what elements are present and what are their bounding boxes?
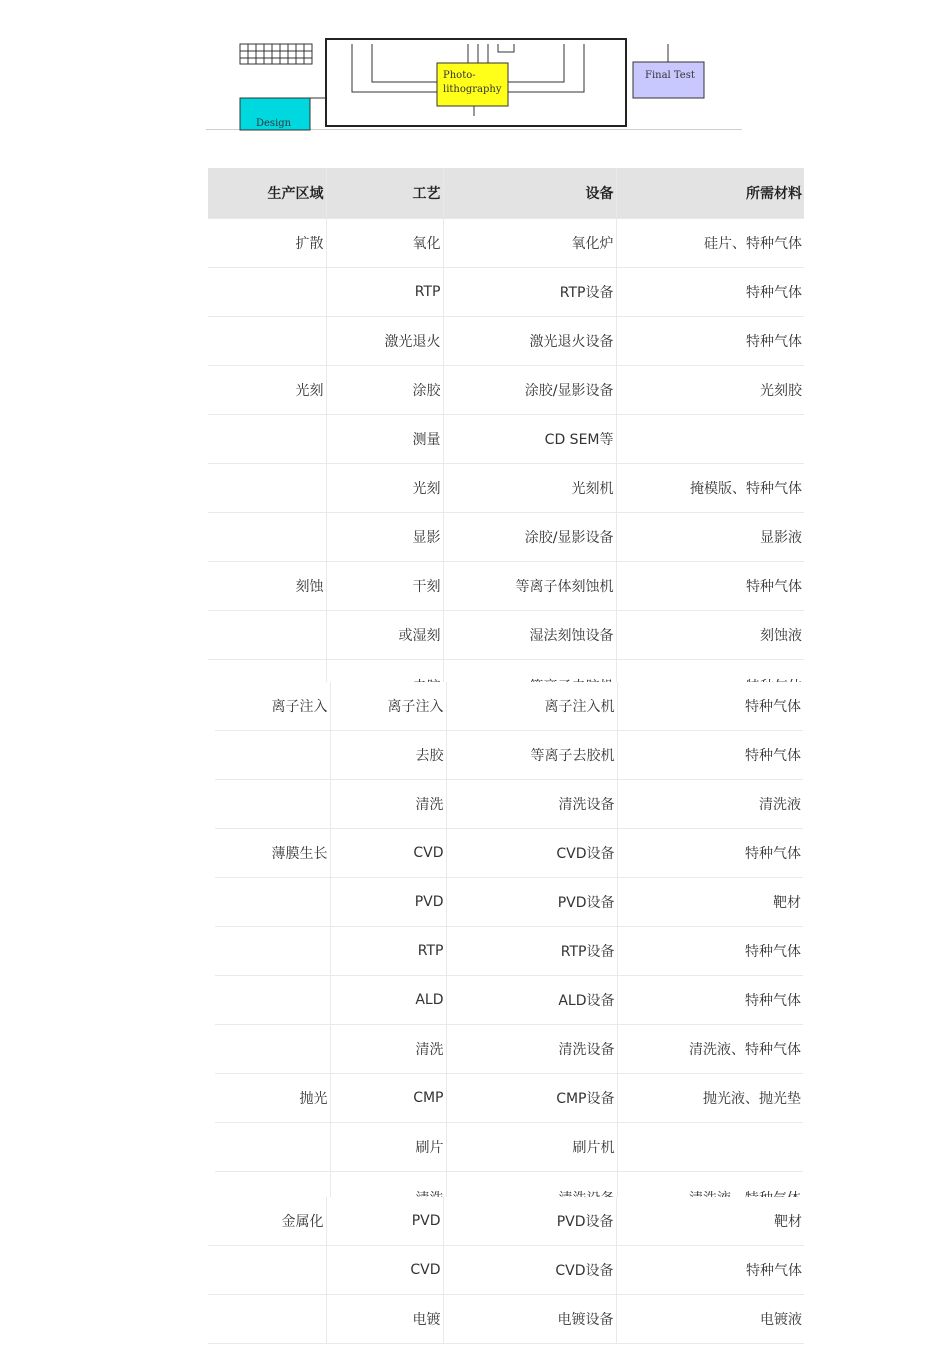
table-cell — [208, 513, 326, 562]
table-cell-text: 光刻 — [412, 481, 441, 497]
table-cell-text: 清洗设备 — [558, 797, 615, 813]
table-cell — [443, 268, 616, 317]
final-test-label: Final Test — [645, 70, 695, 81]
table-cell-text: 等离子体刻蚀机 — [515, 579, 614, 595]
table-cell — [208, 268, 326, 317]
table-cell-text: 特种气体 — [746, 285, 802, 301]
table-cell — [208, 1246, 326, 1295]
table-cell-text: ALD — [415, 992, 444, 1008]
table-cell — [446, 976, 617, 1025]
table-cell — [616, 464, 804, 513]
table-cell — [616, 268, 804, 317]
table-cell-text: 清洗 — [415, 1042, 444, 1058]
table-cell-text: 干刻 — [412, 579, 441, 595]
table-cell — [215, 976, 330, 1025]
wafer-grid-icon — [240, 44, 312, 64]
header-equipment — [443, 168, 616, 219]
table-cell — [446, 731, 617, 780]
table-cell-text: 氧化 — [412, 236, 441, 252]
table-cell — [330, 927, 446, 976]
table-cell — [616, 562, 804, 611]
table-cell — [326, 1246, 443, 1295]
table-cell — [443, 317, 616, 366]
table-cell — [446, 1025, 617, 1074]
table-row — [208, 1295, 804, 1344]
table-row — [208, 268, 804, 317]
table-cell — [330, 780, 446, 829]
table-cell — [215, 780, 330, 829]
table-cell-text: 显影 — [412, 530, 441, 546]
table-cell-text: RTP设备 — [560, 944, 615, 960]
table-cell — [326, 317, 443, 366]
table-cell-text: 离子注入 — [387, 699, 444, 715]
table-cell — [326, 415, 443, 464]
table-cell-text: CMP — [413, 1090, 444, 1106]
header-process — [326, 168, 443, 219]
table-cell-text: CVD设备 — [556, 846, 615, 862]
table-cell-text: 或湿刻 — [398, 628, 441, 644]
table-cell-text: 特种气体 — [745, 699, 801, 715]
table-cell — [208, 1197, 326, 1246]
table-cell — [330, 731, 446, 780]
table-cell-text: 离子注入机 — [544, 699, 615, 715]
table-cell-text: 涂胶 — [412, 383, 441, 399]
table-row — [208, 464, 804, 513]
table-cell — [617, 927, 803, 976]
table-cell-text: RTP — [417, 943, 444, 959]
table-cell — [215, 1074, 330, 1123]
table-cell-text: 电镀设备 — [557, 1312, 614, 1328]
table-row — [215, 1074, 803, 1123]
table-cell — [443, 611, 616, 660]
table-cell — [208, 464, 326, 513]
table-row — [208, 366, 804, 415]
table-cell — [617, 976, 803, 1025]
header-text: 工艺 — [412, 186, 441, 202]
table-cell — [215, 829, 330, 878]
table-header-row — [208, 168, 804, 219]
table-cell — [326, 562, 443, 611]
table-cell — [443, 1295, 616, 1344]
table-row — [208, 317, 804, 366]
table-cell — [208, 366, 326, 415]
table-cell-text: 氧化炉 — [571, 236, 614, 252]
table-cell — [326, 1197, 443, 1246]
table-cell-text: 离子注入 — [271, 699, 328, 715]
table-cell-text: 刻蚀液 — [760, 628, 802, 644]
table-cell — [330, 878, 446, 927]
table-cell — [208, 317, 326, 366]
table-cell — [326, 464, 443, 513]
table-cell-text: CVD — [413, 845, 444, 861]
table-cell — [208, 219, 326, 268]
table-cell-text: 特种气体 — [745, 846, 801, 862]
table-cell-text: PVD设备 — [556, 1214, 614, 1230]
table-cell — [443, 464, 616, 513]
table-cell-text: 测量 — [412, 432, 441, 448]
table-cell-text: 涂胶/显影设备 — [524, 530, 614, 546]
table-cell-text: 硅片、特种气体 — [704, 236, 802, 252]
table-cell — [616, 513, 804, 562]
table-cell — [616, 611, 804, 660]
table-cell — [443, 513, 616, 562]
table-cell-text: RTP设备 — [559, 285, 614, 301]
table-cell-text: 特种气体 — [745, 993, 801, 1009]
table-cell-text: CVD — [410, 1262, 441, 1278]
process-table-part-1 — [208, 168, 804, 675]
table-cell-text: ALD设备 — [558, 993, 615, 1009]
table-cell-text: 掩模版、特种气体 — [690, 481, 802, 497]
table-cell — [326, 611, 443, 660]
table-row — [215, 829, 803, 878]
table-row — [215, 927, 803, 976]
table-cell-text: 电镀液 — [760, 1312, 802, 1328]
table-cell-text: 光刻胶 — [760, 383, 802, 399]
table-cell-text: 刷片机 — [572, 1140, 615, 1156]
table-cell — [616, 1197, 804, 1246]
table-cell — [617, 1123, 803, 1172]
table-cell-text: PVD — [414, 894, 444, 910]
table-cell — [616, 317, 804, 366]
table-cell — [215, 731, 330, 780]
table-cell-text: 电镀 — [412, 1312, 441, 1328]
table-row — [215, 682, 803, 731]
table-cell-text: 激光退火 — [384, 334, 441, 350]
table-cell-text: 特种气体 — [746, 334, 802, 350]
table-row — [215, 1025, 803, 1074]
process-table-part-3 — [208, 1197, 804, 1343]
table-row — [215, 878, 803, 927]
table-cell-text: 靶材 — [773, 895, 801, 911]
table-cell — [616, 366, 804, 415]
table-cell — [617, 878, 803, 927]
table-cell-text: PVD — [411, 1213, 441, 1229]
table-cell — [617, 829, 803, 878]
table-cell — [326, 1295, 443, 1344]
table-cell — [208, 611, 326, 660]
table-cell — [443, 366, 616, 415]
table-cell — [616, 219, 804, 268]
table-cell — [443, 219, 616, 268]
table-cell — [616, 415, 804, 464]
table-cell-text: CVD设备 — [555, 1263, 614, 1279]
table-cell-text: 特种气体 — [746, 579, 802, 595]
table-row — [208, 611, 804, 660]
table-cell — [215, 927, 330, 976]
table-cell — [443, 1246, 616, 1295]
table-cell — [446, 1074, 617, 1123]
header-text: 设备 — [585, 186, 614, 202]
table-cell — [208, 415, 326, 464]
table-cell-text: 清洗液 — [759, 797, 801, 813]
table-cell — [443, 562, 616, 611]
table-cell-text: 薄膜生长 — [271, 846, 328, 862]
table-cell-text: 清洗设备 — [558, 1042, 615, 1058]
table-cell — [446, 829, 617, 878]
table-cell — [215, 1123, 330, 1172]
header-text: 所需材料 — [746, 186, 802, 202]
table-cell — [326, 366, 443, 415]
table-cell — [330, 976, 446, 1025]
table-cell-text: 激光退火设备 — [529, 334, 614, 350]
table-cell-text: 特种气体 — [745, 944, 801, 960]
header-text: 生产区域 — [267, 186, 324, 202]
table-cell — [446, 1123, 617, 1172]
table-row — [208, 1246, 804, 1295]
table-cell-text: 显影液 — [760, 530, 802, 546]
table-cell — [330, 1123, 446, 1172]
table-cell-text: 特种气体 — [745, 748, 801, 764]
process-table-part-2 — [215, 682, 803, 1187]
table-cell — [330, 829, 446, 878]
table-cell-text: 抛光液、抛光垫 — [703, 1091, 801, 1107]
table-cell — [617, 780, 803, 829]
table-cell-text: CD SEM等 — [544, 432, 614, 448]
table-cell — [326, 268, 443, 317]
table-cell — [208, 562, 326, 611]
table-cell-text: 湿法刻蚀设备 — [529, 628, 614, 644]
table-cell-text: 金属化 — [281, 1214, 324, 1230]
photolithography-label-line1: Photo- — [443, 70, 476, 81]
table-cell — [443, 1197, 616, 1246]
table-cell — [330, 682, 446, 731]
table-cell — [326, 513, 443, 562]
table-cell — [616, 1246, 804, 1295]
table-cell-text: 光刻机 — [571, 481, 614, 497]
table-row — [208, 513, 804, 562]
table-cell — [215, 1025, 330, 1074]
table-cell — [616, 1295, 804, 1344]
table-row — [208, 562, 804, 611]
table-cell — [446, 878, 617, 927]
table-cell-text: 刻蚀 — [295, 579, 324, 595]
table-cell-text: CMP设备 — [556, 1091, 615, 1107]
table-cell-text: 光刻 — [295, 383, 324, 399]
table-cell — [446, 927, 617, 976]
table-cell — [215, 682, 330, 731]
table-cell-text: 刷片 — [415, 1140, 444, 1156]
table-cell-text: RTP — [414, 284, 441, 300]
table-cell — [446, 682, 617, 731]
process-flow-diagram — [206, 44, 742, 130]
photolithography-label-line2: lithography — [443, 84, 502, 95]
table-cell — [215, 878, 330, 927]
table-cell-text: 扩散 — [295, 236, 324, 252]
table-cell-text: 特种气体 — [746, 1263, 802, 1279]
table-cell — [208, 1295, 326, 1344]
table-cell — [443, 415, 616, 464]
table-cell — [617, 1074, 803, 1123]
table-cell — [330, 1025, 446, 1074]
table-cell — [617, 731, 803, 780]
table-cell-text: 清洗 — [415, 797, 444, 813]
table-cell-text: 等离子去胶机 — [530, 748, 615, 764]
table-cell-text: PVD设备 — [557, 895, 615, 911]
table-row — [208, 1197, 804, 1246]
table-row — [215, 1123, 803, 1172]
table-cell-text: 去胶 — [415, 748, 444, 764]
design-label: Design — [256, 118, 292, 129]
table-cell — [617, 1025, 803, 1074]
table-row — [208, 219, 804, 268]
table-cell — [330, 1074, 446, 1123]
header-materials — [616, 168, 804, 219]
table-cell-text: 清洗液、特种气体 — [689, 1042, 801, 1058]
table-cell — [617, 682, 803, 731]
table-cell — [326, 219, 443, 268]
table-row — [208, 415, 804, 464]
table-row — [215, 976, 803, 1025]
table-cell-text: 涂胶/显影设备 — [524, 383, 614, 399]
table-cell — [446, 780, 617, 829]
table-row — [215, 731, 803, 780]
table-row — [215, 780, 803, 829]
header-region — [208, 168, 326, 219]
table-cell-text: 靶材 — [774, 1214, 802, 1230]
table-cell-text: 抛光 — [299, 1091, 328, 1107]
